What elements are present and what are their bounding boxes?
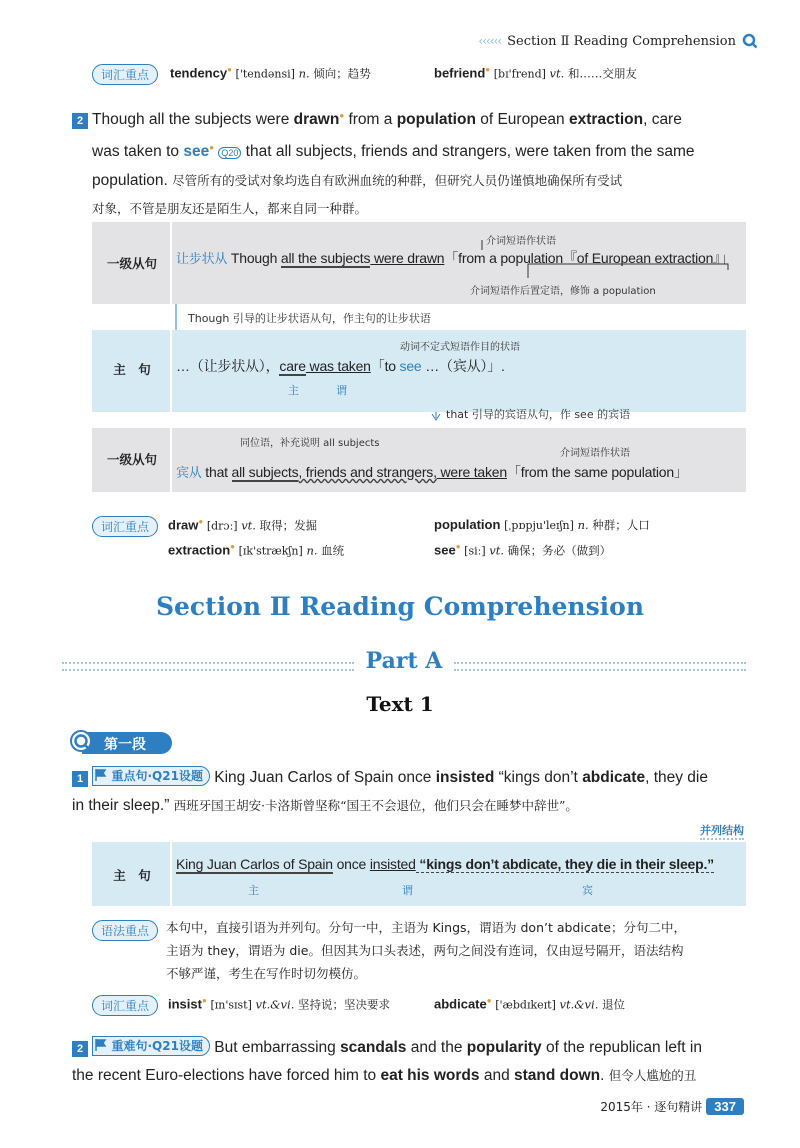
diagram-row-clause — [92, 428, 746, 492]
sentence-number: 2 — [72, 113, 88, 129]
subject-marker: 主 — [288, 384, 299, 397]
vocab-phonetic: ['æbdɪkeɪt] — [495, 998, 556, 1012]
part-title: Part A — [365, 648, 443, 674]
vocab-definition: 坚持说；坚决要求 — [297, 997, 390, 1012]
keyword: see — [183, 143, 210, 161]
annotation: 动词不定式短语作目的状语 — [400, 342, 520, 353]
flag-icon — [95, 1038, 107, 1050]
predicate-marker: 谓 — [336, 384, 347, 397]
text-run: . — [600, 1067, 609, 1084]
annotation: 同位语，补充说明 all subjects — [240, 438, 380, 449]
section-title: Section Ⅱ Reading Comprehension — [155, 592, 645, 621]
vocab-word: insist — [168, 996, 202, 1012]
predicate-text: were taken — [436, 464, 507, 480]
subject-text: all subjects — [231, 464, 299, 480]
search-icon — [70, 730, 96, 756]
vocab-entry-tendency: tendency● ['tendənsi] n. 倾向；趋势 — [170, 65, 371, 81]
clause-function-note: Though 引导的让步状语从句，作主句的让步状语 — [188, 312, 431, 325]
sentence-number: 2 — [72, 1041, 88, 1057]
keyword: eat his words — [380, 1067, 480, 1084]
paragraph-heading-label: 第一段 — [104, 737, 146, 753]
vocab-phonetic: [drɔː] — [206, 519, 238, 533]
text-run: in their sleep.” — [72, 797, 174, 814]
vocab-pos: vt.&vi. — [559, 997, 599, 1012]
question-ref: Q20 — [218, 147, 241, 159]
sentence-block-1 — [72, 764, 762, 820]
header-title: Section Ⅱ Reading Comprehension — [507, 33, 736, 49]
vocab-phonetic: ['tendənsi] — [235, 67, 295, 81]
chinese-translation: 但令人尴尬的丑 — [608, 1068, 697, 1083]
subject-text: King Juan Carlos of Spain — [176, 856, 333, 872]
annotation: 介词短语作后置定语，修饰 a population — [470, 286, 656, 297]
vocab-word: see — [434, 542, 456, 558]
structure-note: 并列结构 — [700, 822, 744, 840]
keyword: extraction — [568, 111, 644, 129]
vocab-word: draw — [168, 517, 199, 533]
sentence-number: 1 — [72, 771, 88, 787]
vocab-definition: 取得；发掘 — [259, 518, 318, 533]
vocab-pos: vt. — [241, 518, 256, 533]
text-run: from a — [344, 111, 397, 129]
vocab-pos: vt. — [489, 543, 505, 558]
vocab-word: extraction — [168, 542, 231, 558]
grammar-tag: 语法重点 — [92, 920, 158, 941]
predicate-text: were drawn — [370, 250, 445, 266]
vocab-entry-insist: insist● [ɪn'sɪst] vt.&vi. 坚持说；坚决要求 — [168, 996, 390, 1012]
keyword: stand down — [514, 1067, 601, 1084]
keyword: scandals — [340, 1039, 407, 1056]
vocab-definition: 确保；务必（做到） — [507, 543, 612, 558]
text-run: and — [479, 1067, 514, 1084]
subject-text: care — [279, 358, 306, 374]
vocab-phonetic: [ˌpɒpju'leɪʃn] — [504, 519, 574, 532]
text-run: Though — [230, 250, 281, 266]
subject-marker: 主 — [248, 884, 259, 897]
search-icon — [742, 33, 758, 49]
predicate-text: insisted — [369, 856, 416, 872]
grammar-line: 主语为 they，谓语为 die。但因其为口头表述，两句之间没有连词，仅由逗号隔开，语法结构 — [166, 943, 684, 958]
vocab-definition: 和……交朋友 — [567, 66, 637, 81]
vocab-word: abdicate — [434, 996, 487, 1012]
keyword: population — [396, 111, 476, 129]
vocab-definition: 种群；人口 — [592, 518, 650, 532]
object-text: “kings don’t abdicate, they die in their sleep.” — [415, 856, 714, 872]
part-divider-right — [454, 662, 746, 671]
text-run: Though all the subjects were — [92, 111, 294, 129]
row-label: 主 句 — [113, 362, 151, 377]
vocab-phonetic: [bɪ'frend] — [493, 67, 546, 81]
text-run: once — [332, 856, 370, 872]
paragraph-heading — [70, 730, 172, 756]
subject-text: all the subjects — [280, 250, 371, 266]
predicate-text: was taken — [305, 358, 371, 374]
annotation: 介词短语作状语 — [486, 236, 556, 247]
vocab-definition: 血统 — [321, 543, 345, 558]
predicate-marker: 谓 — [402, 884, 413, 897]
text-run: 「to — [370, 358, 400, 374]
vocab-phonetic: [ɪn'sɪst] — [210, 998, 252, 1012]
text-run: that — [201, 464, 232, 480]
sentence-diagram-2 — [92, 842, 746, 906]
vocab-phonetic: [ɪk'strækʃn] — [238, 544, 303, 558]
key-sentence-tag — [92, 766, 210, 786]
vocab-entry-population — [434, 517, 650, 533]
vocab-entry-see: see● [siː] vt. 确保；务必（做到） — [434, 542, 612, 558]
vocab-word: tendency — [170, 65, 228, 81]
grammar-line: 不够严谨，考生在写作时切勿模仿。 — [166, 966, 367, 981]
key-sentence-tag-label: 重点句·Q21设题 — [111, 769, 203, 783]
text-run: King Juan Carlos of Spain once — [209, 769, 436, 786]
row-label: 一级从句 — [106, 452, 157, 467]
keyword: drawn — [293, 111, 340, 129]
difficult-sentence-tag — [92, 1036, 210, 1056]
text-run: , they die — [645, 769, 708, 786]
vocab-entry-befriend: befriend● [bɪ'frend] vt. 和……交朋友 — [434, 65, 637, 81]
vocab-pos: n. — [577, 518, 589, 532]
chinese-translation: 西班牙国王胡安·卡洛斯曾坚称“国王不会退位，他们只会在睡梦中辞世”。 — [173, 798, 578, 813]
text-run: “kings don’t — [494, 769, 583, 786]
text-run: of European — [475, 111, 569, 129]
text-run: But embarrassing — [209, 1039, 341, 1056]
appositive-text: , friends and strangers, — [298, 464, 437, 480]
text-run: of the republican left in — [541, 1039, 702, 1056]
keyword: insisted — [435, 769, 495, 786]
keyword: popularity — [466, 1039, 542, 1056]
footer-text: 2015年 · 逐句精讲 — [600, 1100, 703, 1114]
diagram-sentence — [176, 356, 505, 376]
text-run: …（让步状从）， — [176, 358, 280, 374]
running-header — [478, 30, 758, 52]
keyword: see — [399, 358, 422, 374]
vocab-pos: n. — [298, 66, 310, 81]
sentence-diagram — [92, 222, 746, 492]
vocab-word: befriend — [434, 65, 486, 81]
part-divider-left — [62, 662, 354, 671]
text-run: and the — [406, 1039, 467, 1056]
vocab-definition: 退位 — [601, 997, 625, 1012]
text-run: 「from a population『of European extraction』」 — [444, 250, 734, 266]
diagram-sentence — [176, 462, 688, 482]
row-label: 主 句 — [113, 868, 151, 883]
vocab-entry-abdicate: abdicate● ['æbdɪkeɪt] vt.&vi. 退位 — [434, 996, 625, 1012]
vocab-phonetic: [siː] — [464, 544, 486, 558]
clause-function-note: that 引导的宾语从句，作 see 的宾语 — [446, 408, 631, 421]
text-run: population. — [92, 172, 173, 190]
text-run: 「from the same population」 — [506, 464, 688, 480]
grammar-note — [166, 916, 756, 985]
keyword: abdicate — [582, 769, 646, 786]
vocab-entry-extraction: extraction● [ɪk'strækʃn] n. 血统 — [168, 542, 345, 558]
clause-type-label: 宾从 — [176, 466, 202, 481]
text-run: …（宾从）」. — [421, 358, 505, 374]
difficult-sentence-tag-label: 重难句·Q21设题 — [111, 1039, 203, 1053]
header-arrows: ‹‹‹‹‹‹ — [478, 34, 502, 48]
vocab-tag: 词汇重点 — [92, 995, 158, 1016]
annotation: 介词短语作状语 — [560, 448, 630, 459]
vocab-entry-draw: draw● [drɔː] vt. 取得；发掘 — [168, 517, 318, 533]
text-run: was taken to — [92, 143, 184, 161]
object-marker: 宾 — [582, 884, 593, 897]
chinese-translation: 对象，不管是朋友还是陌生人，都来自同一种群。 — [92, 201, 368, 217]
text-title: Text 1 — [366, 692, 434, 716]
row-label: 一级从句 — [106, 256, 157, 271]
vocab-tag: 词汇重点 — [92, 516, 158, 537]
page-number: 337 — [706, 1098, 744, 1115]
sentence-block-2b — [72, 1034, 762, 1090]
grammar-line: 本句中，直接引语为并列句。分句一中，主语为 Kings，谓语为 don’t abdicate；分句二中， — [166, 920, 686, 935]
vocab-pos: vt.&vi. — [255, 997, 295, 1012]
flag-icon — [95, 768, 107, 780]
vocab-tag: 词汇重点 — [92, 64, 158, 85]
vocab-pos: vt. — [549, 66, 565, 81]
page-footer — [600, 1098, 744, 1115]
text-run: the recent Euro-elections have forced him to — [72, 1067, 381, 1084]
vocab-definition: 倾向；趋势 — [313, 66, 371, 81]
text-run: that all subjects, friends and strangers, were taken from the same — [241, 143, 695, 161]
vocab-pos: n. — [306, 543, 318, 558]
sentence-block-2: 2 Though all the subjects were drawn● from a population of European extraction, care was taken to see● Q20 that all subjects, friends and strangers, were taken from the same population. 尽管所有的受试对象均选自有欧洲血统的种群，但研究人员仍谨慎地确保所有受试 对象，不管是朋友还是陌生人，都来自同一种群。 — [72, 102, 762, 223]
vocab-word: population — [434, 517, 501, 532]
diagram-sentence — [176, 856, 714, 872]
text-run: , care — [643, 111, 682, 129]
chinese-translation: 尽管所有的受试对象均选自有欧洲血统的种群，但研究人员仍谨慎地确保所有受试 — [172, 173, 623, 189]
clause-type-label: 让步状从 — [176, 252, 228, 267]
